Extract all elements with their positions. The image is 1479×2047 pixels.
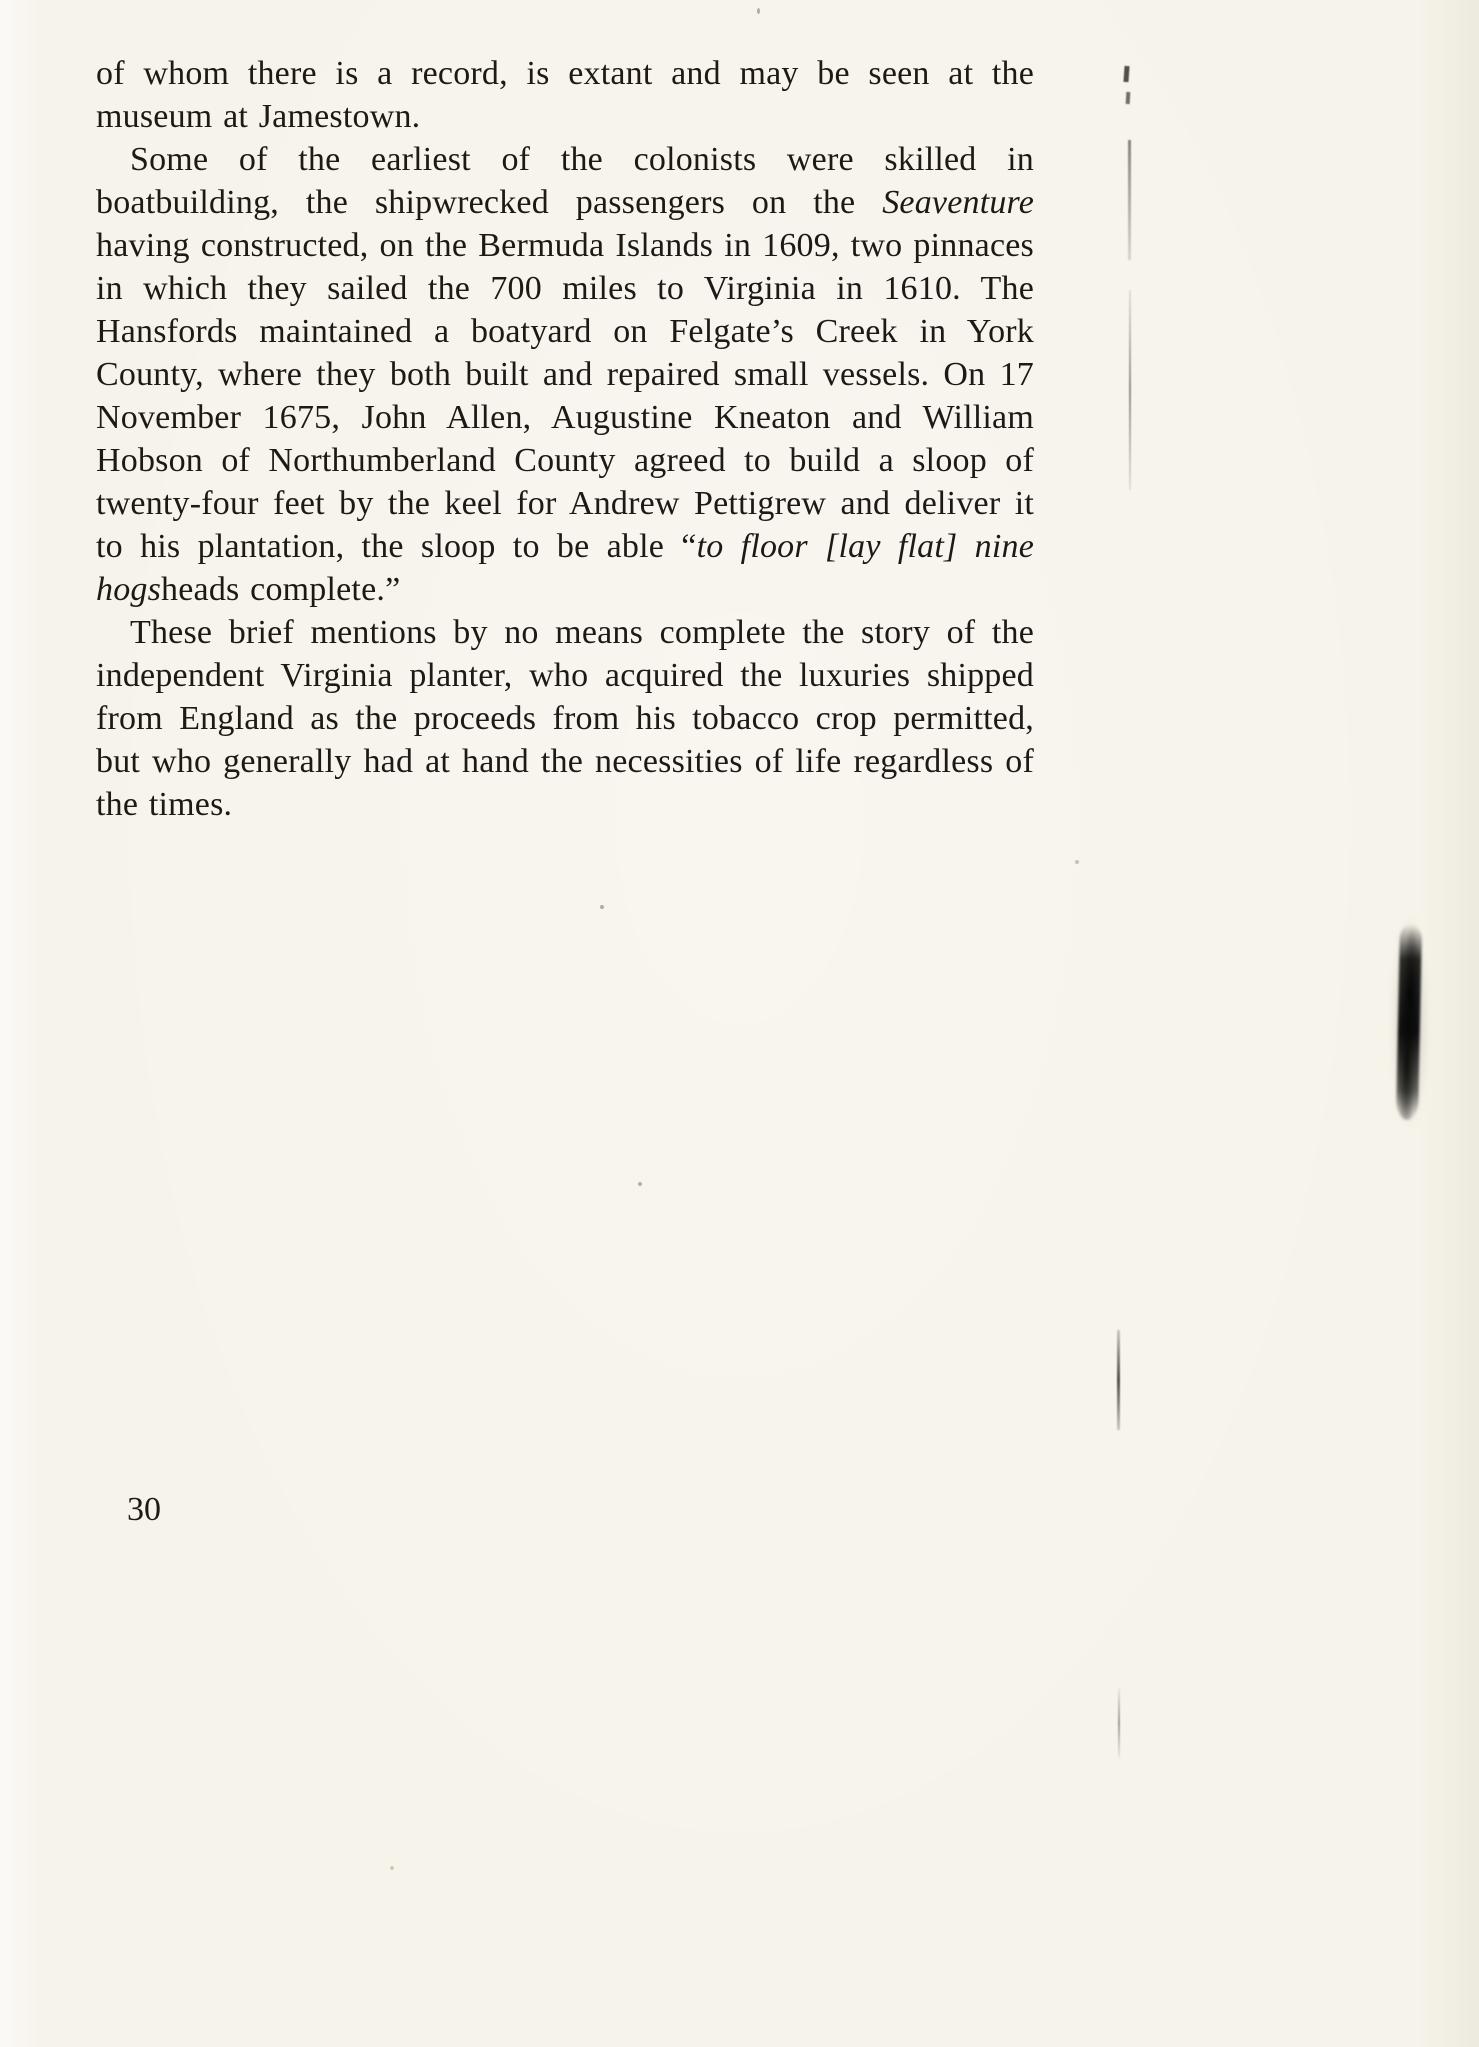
text-block [96,52,1034,826]
scan-mark [1126,92,1131,104]
paper-speck [1075,860,1079,864]
paragraph [96,611,1034,826]
paragraph [96,138,1034,611]
ink-smudge [1396,924,1422,1120]
scan-line [1118,1688,1120,1758]
body-text: Some of the earliest of the colonists were skilled in boatbuilding, the shipwrecked passengers on the [96,141,1034,221]
paper-speck [600,905,604,909]
paper-speck [757,8,760,14]
ink-smudge-halo [1390,912,1430,1132]
scan-line [1129,290,1131,490]
italic-text: to floor [lay flat] nine hogs [96,528,1035,608]
scan-line [1117,1330,1120,1430]
italic-text: Seaventure [882,184,1034,221]
page-number: 30 [127,1491,161,1528]
paper-speck [638,1182,642,1186]
body-text: of whom there is a record, is extant and may be seen at the museum at Jamestown. [96,55,1034,135]
body-text: These brief mentions by no means complete the story of the independent Virginia planter, who acquired the luxuries shipped from England as the proceeds from his tobacco crop permitted, but who generally had at hand the necessities of life regardless of the times. [96,614,1034,823]
body-text: heads complete.” [161,571,401,608]
scan-mark [1123,66,1129,82]
paragraph [96,52,1034,138]
scan-line [1128,140,1131,260]
paper-speck [390,1866,394,1870]
body-text: having constructed, on the Bermuda Islands in 1609, two pinnaces in which they sailed the 700 miles to Virginia in 1610. The Hansfords maintained a boatyard on Felgate’s Creek in York County, where they both built and repaired small vessels. On 17 November 1675, John Allen, Augustine Kneaton and William Hobson of Northumberland County agreed to build a sloop of twenty-four feet by the keel for Andrew Pettigrew and deliver it to his plantation, the sloop to be able “ [96,227,1034,565]
